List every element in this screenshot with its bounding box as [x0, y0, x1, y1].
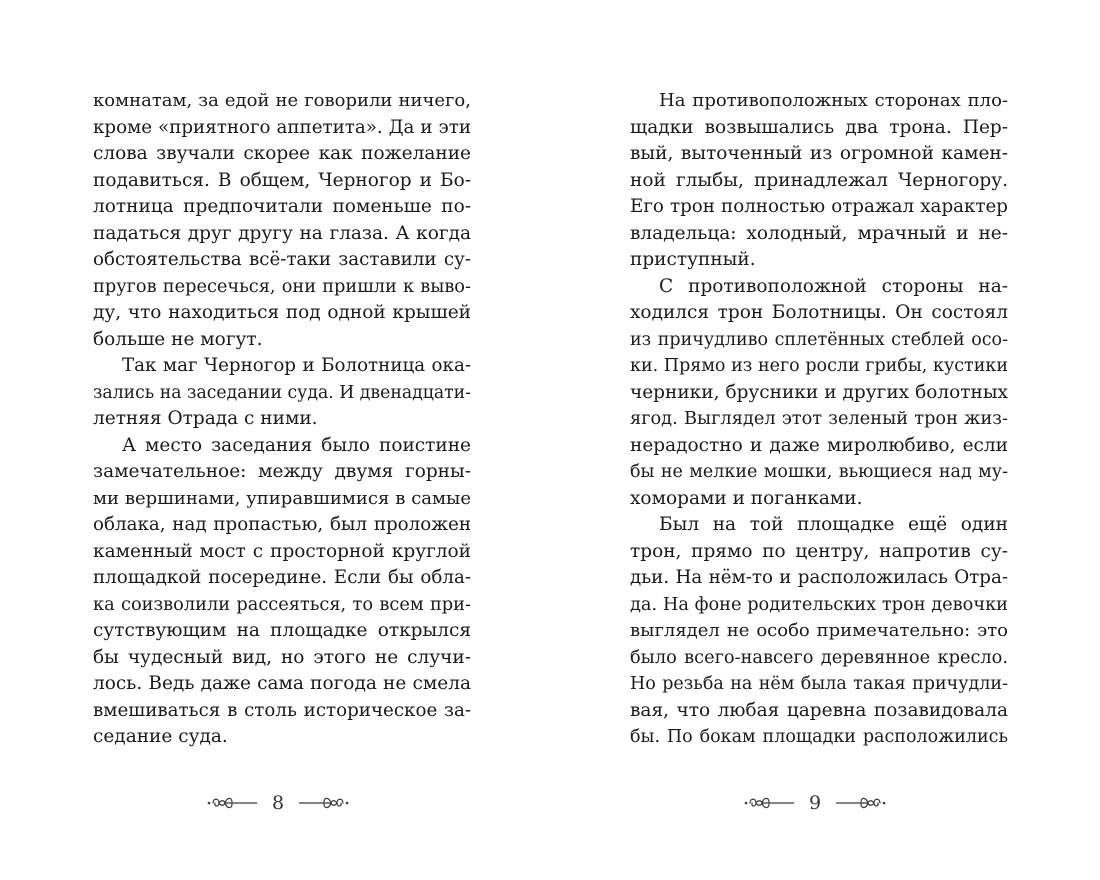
text-line: сутствующим на площадке открылся	[93, 620, 471, 641]
left-folio	[205, 788, 351, 818]
text-line: было всего-навсего деревянное кресло.	[630, 647, 1008, 668]
text-line: ду, что находиться под одной крышей	[93, 302, 471, 323]
text-line: ки. Прямо из него росли грибы, кустики	[630, 356, 1008, 376]
text-line: зались на заседании суда. И двенадцати-	[93, 382, 471, 403]
text-line: замечательное: между двумя горны-	[93, 461, 471, 482]
text-line: седание суда.	[93, 726, 228, 747]
text-line: лось. Ведь даже сама погода не смела	[93, 673, 471, 694]
page-number: 9	[808, 792, 822, 814]
text-line: черники, брусники и других болотных	[630, 381, 1008, 403]
text-line: владельца: холодный, мрачный и не-	[630, 222, 1008, 244]
left-flourish-icon	[205, 788, 257, 818]
text-line: ной глыбы, принадлежал Черногору.	[630, 169, 1008, 191]
text-line: пругов пересечься, они пришли к выво-	[93, 276, 471, 297]
right-page-text	[630, 88, 1008, 751]
text-line: Так маг Черногор и Болотница ока-	[122, 355, 471, 376]
text-line: ка соизволили рассеяться, то всем при-	[93, 594, 471, 615]
text-line: лотница предпочитали поменьше по-	[93, 196, 471, 217]
text-line: из причудливо сплетённых стеблей осо-	[630, 329, 1008, 350]
text-line: бы не мелкие мошки, вьющиеся над му-	[630, 462, 1008, 482]
text-line: падаться друг другу на глаза. А когда	[93, 222, 471, 244]
text-line: трон, прямо по центру, напротив су-	[630, 540, 1008, 562]
right-flourish-icon	[299, 788, 351, 818]
text-line: приступный.	[630, 249, 756, 270]
text-line: ходился трон Болотницы. Он состоял	[630, 302, 1008, 323]
text-line: каменный мост с просторной круглой	[93, 540, 471, 562]
left-flourish-icon	[742, 788, 794, 818]
text-line: обстоятельства всё-таки заставили су-	[93, 249, 471, 270]
text-line: дьи. На нём-то и расположилась Отра-	[630, 567, 1008, 588]
text-line: вмешиваться в столь историческое за-	[93, 699, 471, 721]
text-line: ми вершинами, упиравшимися в самые	[93, 487, 471, 509]
text-line: выглядел не особо примечательно: это	[630, 620, 1008, 641]
text-line: площадкой посередине. Если бы обла-	[93, 567, 471, 588]
text-line: нерадостно и даже миролюбиво, если	[630, 434, 1008, 456]
text-line: Его трон полностью отражал характер	[630, 196, 1008, 217]
right-flourish-icon	[836, 788, 888, 818]
text-line: облака, над пропастью, был проложен	[93, 514, 471, 535]
text-line: С противоположной стороны на-	[659, 275, 1008, 297]
text-line: На противоположных сторонах пло-	[659, 90, 1008, 111]
text-line: хоморами и поганками.	[630, 487, 863, 509]
text-line: Был на той площадке ещё один	[659, 514, 1008, 535]
text-line: щадки возвышались два трона. Пер-	[630, 116, 1008, 138]
text-line: да. На фоне родительских трон девочки	[630, 594, 1008, 615]
text-line: летняя Отрада с ними.	[93, 408, 318, 429]
text-line: подавиться. В общем, Черногор и Бо-	[93, 169, 471, 191]
right-folio	[742, 788, 888, 818]
left-page-text	[93, 88, 471, 751]
text-line: бы чудесный вид, но этого не случи-	[93, 646, 471, 668]
text-line: ягод. Выглядел этот зеленый трон жиз-	[630, 409, 1008, 429]
text-line: кроме «приятного аппетита». Да и эти	[93, 116, 471, 138]
text-line: больше не могут.	[93, 328, 263, 350]
text-line: слова звучали скорее как пожелание	[93, 143, 471, 164]
text-line: комнатам, за едой не говорили ничего,	[93, 90, 471, 111]
page-number: 8	[271, 792, 285, 814]
text-line: бы. По бокам площадки расположились	[630, 727, 1008, 747]
text-line: А место заседания было поистине	[122, 434, 471, 456]
text-line: вый, выточенный из огромной камен-	[630, 143, 1008, 164]
text-line: Но резьба на нём была такая причудли-	[630, 674, 1008, 694]
text-line: вая, что любая царевна позавидовала	[630, 699, 1008, 721]
